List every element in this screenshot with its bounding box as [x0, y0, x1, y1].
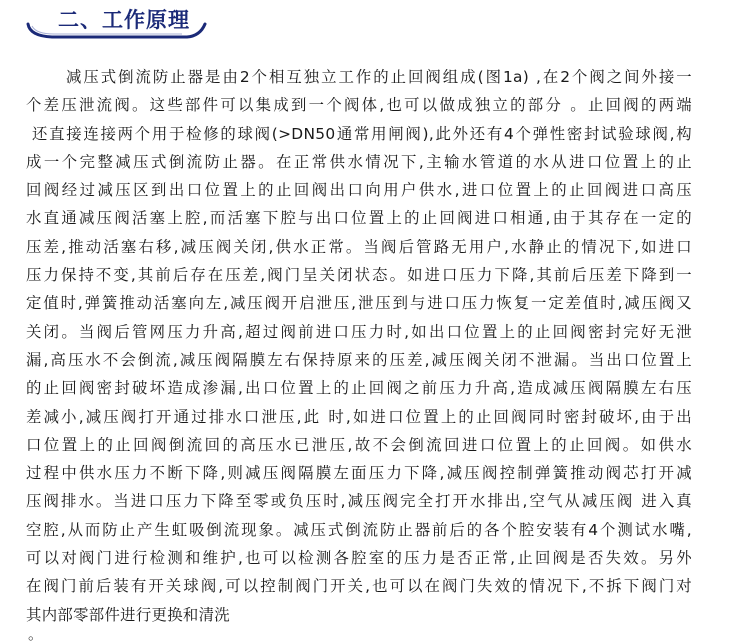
text-line: 个差压泄流阀。这些部件可以集成到一个阀体,也可以做成独立的部分 。止回阀的两端 — [26, 96, 692, 115]
text-line: 关闭。当阀后管网压力升高,超过阀前进口压力时,如出口位置上的止回阀密封完好无泄 — [26, 322, 692, 341]
text-line: 还直接连接两个用于检修的球阀(>DN50通常用闸阀),此外还有4个弹性密封试验球阀,构 — [32, 124, 692, 143]
text-line: 减压式倒流防止器是由2个相互独立工作的止回阀组成(图1a) ,在2个阀之间外接一 — [66, 68, 692, 86]
text-line: 的止回阀密封破坏造成渗漏,出口位置上的止回阀之前压力升高,造成减压阀隔膜左右压 — [26, 379, 692, 398]
text-line: 其内部零部件进行更换和清洗 — [26, 605, 230, 624]
text-line: 水直通减压阀活塞上腔,而活塞下腔与出口位置上的止回阀进口相通,由于其存在一定的 — [26, 209, 692, 228]
text-line: 成一个完整减压式倒流防止器。在正常供水情况下,主输水管道的水从进口位置上的止 — [26, 152, 692, 171]
body-paragraph — [26, 63, 692, 629]
text-line: 回阀经过减压区到出口位置上的止回阀出口向用户供水,进口位置上的止回阀进口高压 — [26, 181, 692, 200]
text-line: 压阀排水。当进口压力下降至零或负压时,减压阀完全打开水排出,空气从减压阀 进入真 — [26, 492, 692, 511]
text-line: 漏,高压水不会倒流,减压阀隔膜左右保持原来的压差,减压阀关闭不泄漏。当出口位置上 — [26, 350, 692, 369]
text-line: 过程中供水压力不断下降,则减压阀隔膜左面压力下降,减压阀控制弹簧推动阀芯打开减 — [26, 464, 692, 483]
section-title: 二、工作原理 — [58, 8, 190, 32]
text-line: 在阀门前后装有开关球阀,可以控制阀门开关,也可以在阀门失效的情况下,不拆下阀门对 — [26, 577, 692, 596]
text-line: 差减小,减压阀打开通过排水口泄压,此 时,如进口位置上的止回阀同时密封破坏,由于出 — [26, 407, 692, 426]
section-header — [22, 0, 222, 42]
text-line: 可以对阀门进行检测和维护,也可以检测各腔室的压力是否正常,止回阀是否失效。另外 — [26, 549, 692, 568]
text-line: 口位置上的止回阀倒流回的高压水已泄压,故不会倒流回进口位置上的止回阀。如供水 — [26, 435, 692, 454]
paragraph-tail-punctuation: 。 — [28, 625, 44, 643]
text-line: 定值时,弹簧推动活塞向左,减压阀开启泄压,泄压到与进口压力恢复一定差值时,减压阀又 — [26, 294, 692, 313]
text-line: 压差,推动活塞右移,减压阀关闭,供水正常。当阀后管路无用户,水静止的情况下,如进口 — [26, 237, 692, 256]
text-line: 空腔,从而防止产生虹吸倒流现象。减压式倒流防止器前后的各个腔安装有4个测试水嘴, — [26, 520, 692, 539]
text-line: 压力保持不变,其前后存在压差,阀门呈关闭状态。如进口压力下降,其前后压差下降到一 — [26, 266, 692, 285]
